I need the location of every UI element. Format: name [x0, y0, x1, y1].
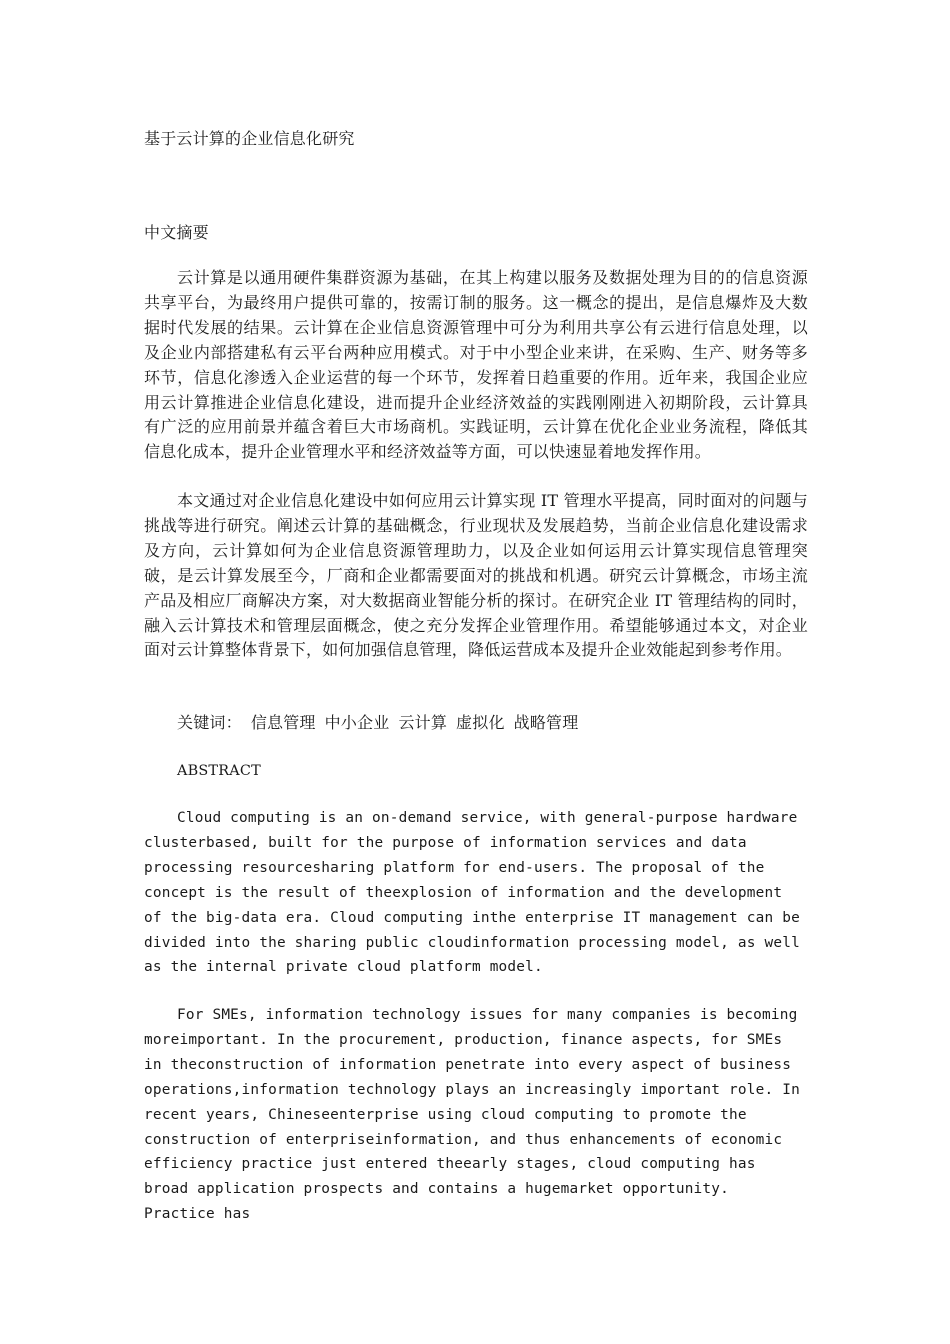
keyword: 云计算: [398, 713, 448, 732]
keywords-line: [144, 711, 808, 736]
keywords-label: 关键词：: [177, 713, 242, 732]
keyword: 虚拟化: [456, 713, 505, 732]
keyword: 信息管理: [250, 713, 316, 732]
abstract-en-paragraph: Cloud computing is an on-demand service, with general-purpose hardware clusterbased, built for the purpose of information services and data processing resourcesharing platform for end-users. The proposal of the concept is the result of theexplosion of information and the development of the big-data era. Cloud computing inthe enterprise IT management can be divided into the sharing public cloudinformation processing model, as well as the internal private cloud platform model.: [144, 810, 800, 976]
keyword: 战略管理: [513, 713, 579, 732]
abstract-heading-zh: 中文摘要: [144, 223, 209, 242]
abstract-zh-paragraph: 云计算是以通用硬件集群资源为基础，在其上构建以服务及数据处理为目的的信息资源共享平台，为最终用户提供可靠的，按需订制的服务。这一概念的提出，是信息爆炸及大数据时代发展的结果。云计算在企业信息资源管理中可分为利用共享公有云进行信息处理，以及企业内部搭建私有云平台两种应用模式。对于中小型企业来讲，在采购、生产、财务等多环节，信息化渗透入企业运营的每一个环节，发挥着日趋重要的作用。近年来，我国企业应用云计算推进企业信息化建设，进而提升企业经济效益的实践刚刚进入初期阶段，云计算具有广泛的应用前景并蕴含着巨大市场商机。实践证明，云计算在优化企业业务流程，降低其信息化成本，提升企业管理水平和经济效益等方面，可以快速显着地发挥作用。: [144, 268, 808, 462]
document-title: 基于云计算的企业信息化研究: [144, 129, 355, 148]
abstract-heading-en: ABSTRACT: [177, 763, 261, 779]
abstract-en-paragraph: For SMEs, information technology issues for many companies is becoming moreimportant. In the procurement, production, finance aspects, for SMEs in theconstruction of information penetrate into every aspect of business operations,information technology plays an increasingly important role. In recent years, Chineseenterprise using cloud computing to promote the construction of enterpriseinformation, and thus enhancements of economic efficiency practice just entered theearly stages, cloud computing has broad application prospects and contains a hugemarket opportunity. Practice has: [144, 1007, 800, 1223]
keyword: 中小企业: [324, 713, 390, 732]
abstract-zh-paragraph: 本文通过对企业信息化建设中如何应用云计算实现 IT 管理水平提高，同时面对的问题与挑战等进行研究。阐述云计算的基础概念，行业现状及发展趋势，当前企业信息化建设需求及方向，云计算如何为企业信息资源管理助力，以及企业如何运用云计算实现信息管理突破，是云计算发展至今，厂商和企业都需要面对的挑战和机遇。研究云计算概念，市场主流产品及相应厂商解决方案，对大数据商业智能分析的探讨。在研究企业 IT 管理结构的同时，融入云计算技术和管理层面概念，使之充分发挥企业管理作用。希望能够通过本文，对企业面对云计算整体背景下，如何加强信息管理，降低运营成本及提升企业效能起到参考作用。: [144, 491, 808, 660]
